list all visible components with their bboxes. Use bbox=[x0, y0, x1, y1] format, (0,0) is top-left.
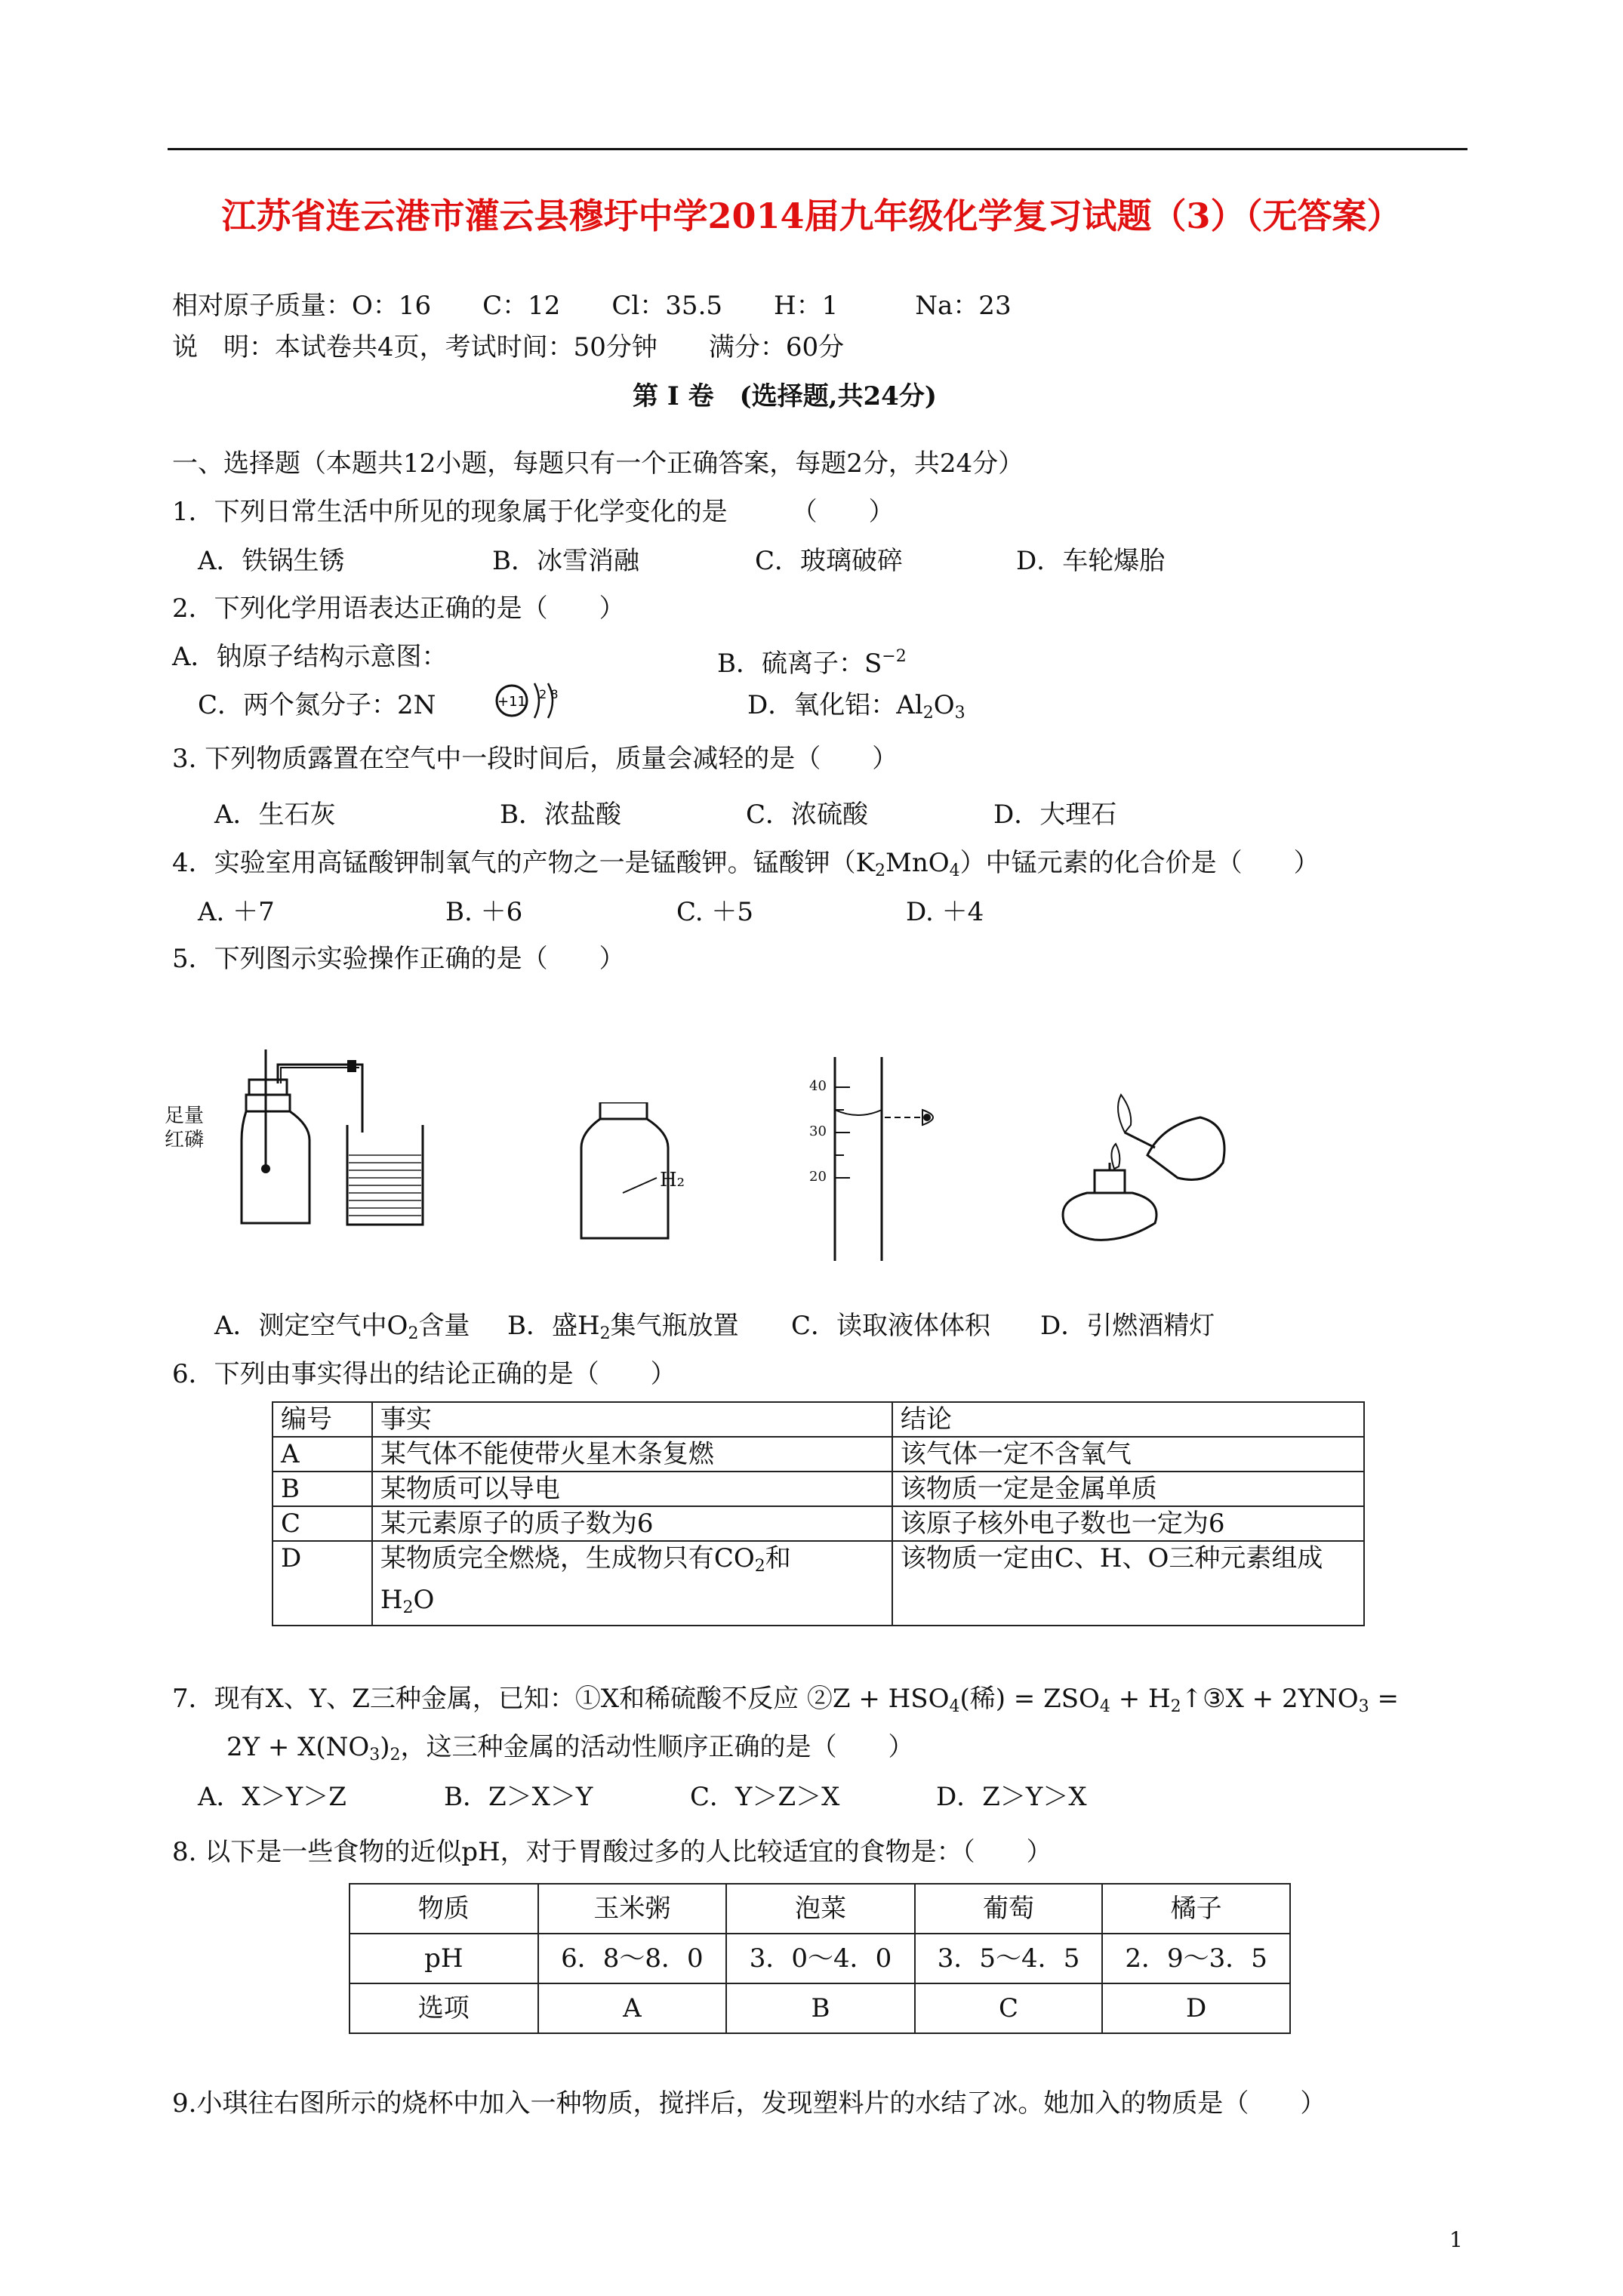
part-intro: 一、选择题（本题共12小题，每题只有一个正确答案，每题2分，共24分） bbox=[172, 448, 1024, 479]
q9-stem: 9.小琪往右图所示的烧杯中加入一种物质，搅拌后，发现塑料片的水结了冰。她加入的物质是（ ） bbox=[172, 2088, 1326, 2119]
q3-stem: 3. 下列物质露置在空气中一段时间后，质量会减轻的是（ ） bbox=[172, 744, 898, 774]
q3-option-c: C．浓硫酸 bbox=[746, 800, 869, 830]
q4-option-c: C. ＋5 bbox=[676, 897, 754, 927]
table-row bbox=[273, 1506, 1364, 1541]
exam-note: 说 明：本试卷共4页，考试时间：50分钟 满分：60分 bbox=[172, 332, 845, 362]
svg-text:2 8: 2 8 bbox=[539, 687, 559, 701]
q2-option-d: D．氧化铝：$Al_2O_3$ bbox=[747, 690, 965, 723]
q7-option-b: B．Z＞X＞Y bbox=[444, 1782, 593, 1812]
q4-option-a: A. ＋7 bbox=[198, 897, 275, 927]
q2-option-c: C．两个氮分子：2N bbox=[198, 690, 436, 720]
table-row bbox=[273, 1472, 1364, 1506]
tick-40: 40 bbox=[809, 1078, 827, 1094]
table-cell: D bbox=[273, 1541, 372, 1626]
table-cell: 某元素原子的质子数为6 bbox=[372, 1506, 892, 1541]
figure-phosphorus-apparatus bbox=[204, 1049, 468, 1238]
q7-option-c: C．Y＞Z＞X bbox=[690, 1782, 840, 1812]
figure-alcohol-lamps bbox=[1049, 1080, 1246, 1253]
table-row bbox=[350, 1983, 1290, 2033]
page-title: 江苏省连云港市灌云县穆圩中学2014届九年级化学复习试题（3）（无答案） bbox=[221, 196, 1402, 236]
table-cell: 葡萄 bbox=[915, 1884, 1103, 1934]
q5-option-a: A．测定空气中$O_2$含量 bbox=[214, 1311, 470, 1343]
atomic-mass-line: 相对原子质量：O：16 C：12 Cl：35.5 H：1 Na：23 bbox=[172, 291, 1012, 321]
q4-option-b: B. ＋6 bbox=[445, 897, 523, 927]
q5-option-d: D．引燃酒精灯 bbox=[1040, 1311, 1215, 1341]
svg-text:+11: +11 bbox=[497, 694, 526, 710]
q1-option-a: A．铁锅生锈 bbox=[198, 546, 345, 576]
q2-stem: 2．下列化学用语表达正确的是（ ） bbox=[172, 593, 625, 624]
table-cell: 玉米粥 bbox=[538, 1884, 727, 1934]
table-cell: 该气体一定不含氧气 bbox=[892, 1437, 1364, 1472]
tick-30: 30 bbox=[809, 1123, 827, 1139]
table-cell: 物质 bbox=[350, 1884, 538, 1934]
table-cell: 6．8～8．0 bbox=[538, 1934, 727, 1983]
table-row bbox=[273, 1437, 1364, 1472]
table-header-row bbox=[273, 1402, 1364, 1437]
table-cell: A bbox=[273, 1437, 372, 1472]
section-title: 第 I 卷 (选择题,共24分) bbox=[633, 381, 937, 411]
q3-option-a: A．生石灰 bbox=[214, 800, 336, 830]
q4-option-d: D. ＋4 bbox=[906, 897, 984, 927]
figure-b-label: H₂ bbox=[660, 1169, 685, 1191]
table-cell: D bbox=[1102, 1983, 1290, 2033]
table-cell: 某物质完全燃烧，生成物只有$CO_2$和 $H_2O$ bbox=[372, 1541, 892, 1626]
table-cell: 3．0～4．0 bbox=[726, 1934, 915, 1983]
q1-option-d: D．车轮爆胎 bbox=[1016, 546, 1166, 576]
top-rule bbox=[168, 148, 1467, 150]
table-cell: 该物质一定由C、H、O三种元素组成 bbox=[892, 1541, 1364, 1626]
tick-20: 20 bbox=[809, 1169, 827, 1185]
q7-option-d: D．Z＞Y＞X bbox=[936, 1782, 1087, 1812]
table-row bbox=[273, 1541, 1364, 1626]
figure-graduated-cylinder bbox=[800, 1057, 996, 1261]
table-cell: 泡菜 bbox=[726, 1884, 915, 1934]
q8-table bbox=[349, 1883, 1291, 2034]
table-cell: 选项 bbox=[350, 1983, 538, 2033]
page-number: 1 bbox=[1449, 2227, 1463, 2252]
table-cell: 某物质可以导电 bbox=[372, 1472, 892, 1506]
table-cell: pH bbox=[350, 1934, 538, 1983]
table-cell: 该物质一定是金属单质 bbox=[892, 1472, 1364, 1506]
q7-line1: 7．现有X、Y、Z三种金属，已知：①X和稀硫酸不反应 ②Z + $HSO_4$(稀) = $ZSO_4$ + $H_2↑③X + 2YNO_3$ = bbox=[172, 1684, 1399, 1716]
q7-option-a: A．X＞Y＞Z bbox=[198, 1782, 346, 1812]
figure-gas-jar bbox=[559, 1102, 755, 1246]
table-cell: B bbox=[726, 1983, 915, 2033]
figure-a-label: 足量 红磷 bbox=[165, 1105, 205, 1151]
table-cell: C bbox=[915, 1983, 1103, 2033]
table-header: 事实 bbox=[372, 1402, 892, 1437]
q3-option-d: D．大理石 bbox=[993, 800, 1117, 830]
q5-option-c: C．读取液体体积 bbox=[791, 1311, 991, 1341]
table-cell: 橘子 bbox=[1102, 1884, 1290, 1934]
q6-stem: 6．下列由事实得出的结论正确的是（ ） bbox=[172, 1359, 676, 1389]
table-cell: 某气体不能使带火星木条复燃 bbox=[372, 1437, 892, 1472]
table-cell: 2．9～3．5 bbox=[1102, 1934, 1290, 1983]
q7-line2: $2Y + X(NO_3)_2$，这三种金属的活动性顺序正确的是（ ） bbox=[226, 1732, 914, 1764]
q6-table bbox=[272, 1401, 1365, 1626]
q3-option-b: B．浓盐酸 bbox=[500, 800, 621, 830]
table-cell: 3．5～4．5 bbox=[915, 1934, 1103, 1983]
q5-option-b: B．盛$H_2$集气瓶放置 bbox=[507, 1311, 739, 1343]
table-row bbox=[350, 1934, 1290, 1983]
table-cell: 该原子核外电子数也一定为6 bbox=[892, 1506, 1364, 1541]
q2-option-a: A．钠原子结构示意图： bbox=[172, 642, 448, 672]
table-row bbox=[350, 1884, 1290, 1934]
table-cell: B bbox=[273, 1472, 372, 1506]
q1-option-b: B．冰雪消融 bbox=[492, 546, 639, 576]
q1-stem: 1．下列日常生活中所见的现象属于化学变化的是 （ ） bbox=[172, 497, 895, 527]
q2-option-b: B．硫离子：$S^{-2}$ bbox=[717, 647, 907, 679]
table-cell: C bbox=[273, 1506, 372, 1541]
table-cell: A bbox=[538, 1983, 727, 2033]
sodium-atom-diagram bbox=[489, 674, 572, 727]
q8-stem: 8. 以下是一些食物的近似pH，对于胃酸过多的人比较适宜的食物是：（ ） bbox=[172, 1837, 1052, 1867]
table-header: 编号 bbox=[273, 1402, 372, 1437]
q1-option-c: C．玻璃破碎 bbox=[755, 546, 904, 576]
q5-stem: 5．下列图示实验操作正确的是（ ） bbox=[172, 944, 625, 974]
table-header: 结论 bbox=[892, 1402, 1364, 1437]
q4-stem: 4．实验室用高锰酸钾制氧气的产物之一是锰酸钾。锰酸钾$(K_2MnO_4)$中锰元素的化合价是（ ） bbox=[172, 848, 1320, 880]
